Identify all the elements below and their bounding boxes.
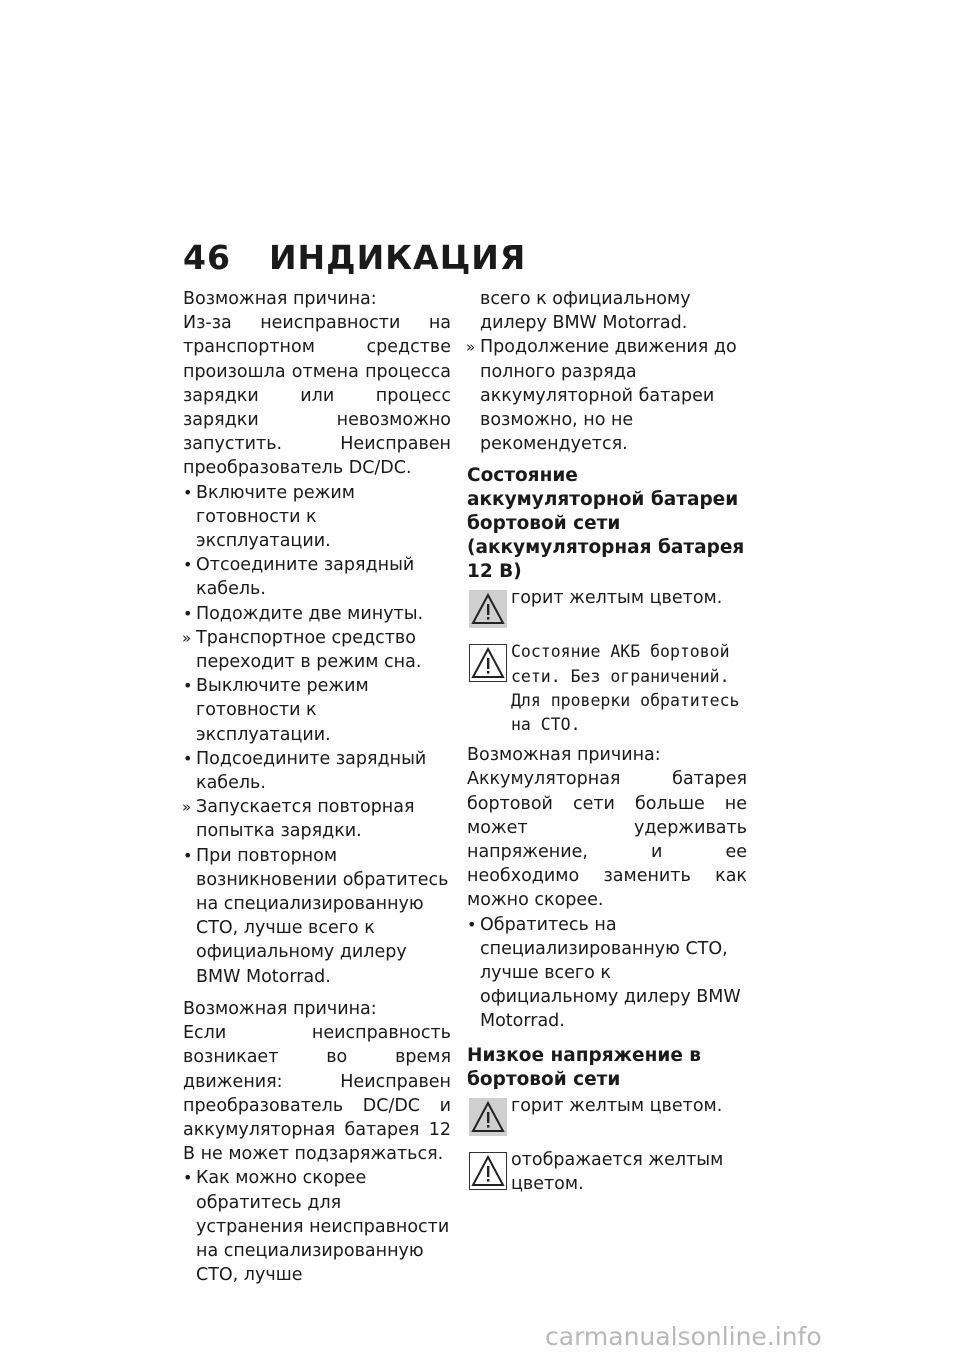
warning-triangle-icon — [469, 644, 507, 682]
bullet-icon: • — [467, 914, 477, 934]
warning-text: отображается желтым цветом. — [511, 1149, 724, 1194]
list-item-text: Отсоедините зарядный кабель. — [196, 555, 415, 600]
bullet-icon: • — [183, 676, 193, 696]
warning-row — [467, 640, 747, 737]
bullet-icon: • — [183, 1168, 193, 1188]
list-item-text: Транспортное средство переходит в режим сна. — [196, 627, 422, 673]
warning-row — [467, 586, 747, 630]
list-item — [183, 795, 451, 843]
list-item — [183, 626, 451, 674]
cause-text: Из-за неисправности на транспортном средстве произошла отмена процесса зарядки или процесс зарядки невозможно запустить. Неисправен преобразователь DC/DC. — [183, 313, 451, 479]
warning-text: горит желтым цветом. — [511, 1095, 723, 1116]
left-column — [183, 287, 451, 1287]
page-number: 46 — [183, 238, 231, 277]
result-arrow-icon: » — [182, 628, 192, 647]
warning-triangle-icon — [469, 590, 507, 628]
bullet-icon: • — [183, 482, 193, 502]
warning-triangle-icon — [469, 1098, 507, 1136]
list-item-text: всего к официальному дилеру BMW Motorrad. — [480, 289, 691, 334]
list-item — [183, 553, 451, 601]
steps-list — [183, 1166, 451, 1287]
cause-label: Возможная причина: — [467, 745, 661, 766]
steps-list — [467, 913, 747, 1034]
list-item — [183, 481, 451, 554]
list-item-text: При повторном возникновении обратитесь на специализированную СТО, лучше всего к официальному дилеру BMW Motorrad. — [196, 845, 449, 987]
warning-text: горит желтым цветом. — [511, 588, 723, 609]
list-item-text: Продолжение движения до полного разряда аккумуляторной батареи возможно, но не рекомендуется. — [480, 337, 737, 455]
cause-text: Если неисправность возникает во время движения: Неисправен преобразователь DC/DC и аккумуляторная батарея 12 В не может подзаряжаться. — [183, 1023, 451, 1165]
list-item — [467, 913, 747, 1034]
warning-triangle-icon — [469, 1152, 507, 1190]
steps-list — [467, 287, 747, 456]
warning-row — [467, 1094, 747, 1138]
cause-label: Возможная причина: — [183, 289, 377, 309]
page-header — [183, 238, 526, 277]
result-arrow-icon: » — [466, 338, 476, 357]
bullet-icon: • — [183, 555, 193, 575]
list-item-text: Выключите режим готовности к эксплуатации. — [196, 676, 369, 745]
bullet-icon: • — [183, 748, 193, 768]
warning-row — [467, 1148, 747, 1196]
watermark-text: carmanualsonline.info — [545, 1322, 822, 1351]
list-item — [183, 844, 451, 989]
section-heading: Низкое напряжение в бортовой сети — [467, 1044, 702, 1090]
list-item-text: Обратитесь на специализированную СТО, лучше всего к официальному дилеру BMW Motorrad. — [480, 914, 741, 1032]
list-item-text: Подсоедините зарядный кабель. — [196, 748, 427, 794]
bullet-icon: • — [183, 603, 193, 623]
list-item — [183, 602, 451, 626]
list-item-text: Запускается повторная попытка зарядки. — [196, 797, 415, 842]
right-column — [467, 287, 747, 1196]
cause-text: Аккумуляторная батарея бортовой сети больше не может удерживать напряжение, и ее необходимо заменить как можно скорее. — [467, 769, 747, 911]
list-item — [183, 747, 451, 795]
list-item-text: Включите режим готовности к эксплуатации. — [196, 482, 355, 552]
list-item — [467, 287, 747, 335]
list-item — [467, 335, 747, 456]
steps-list — [183, 481, 451, 989]
list-item-text: Как можно скорее обратитесь для устранения неисправности на специализированную СТО, лучше — [196, 1168, 450, 1286]
bullet-icon: • — [183, 845, 193, 865]
list-item — [183, 674, 451, 747]
section-heading: Состояние аккумуляторной батареи бортовой сети (аккумуляторная батарея 12 В) — [467, 465, 745, 583]
list-item — [183, 1166, 451, 1287]
result-arrow-icon: » — [182, 798, 192, 817]
list-item-text: Подождите две минуты. — [196, 603, 424, 624]
cause-label: Возможная причина: — [183, 998, 377, 1019]
page-title: ИНДИКАЦИЯ — [268, 238, 527, 277]
display-message: Состояние АКБ бортовой сети. Без ограничений. Для проверки обратитесь на СТО. — [511, 642, 740, 735]
